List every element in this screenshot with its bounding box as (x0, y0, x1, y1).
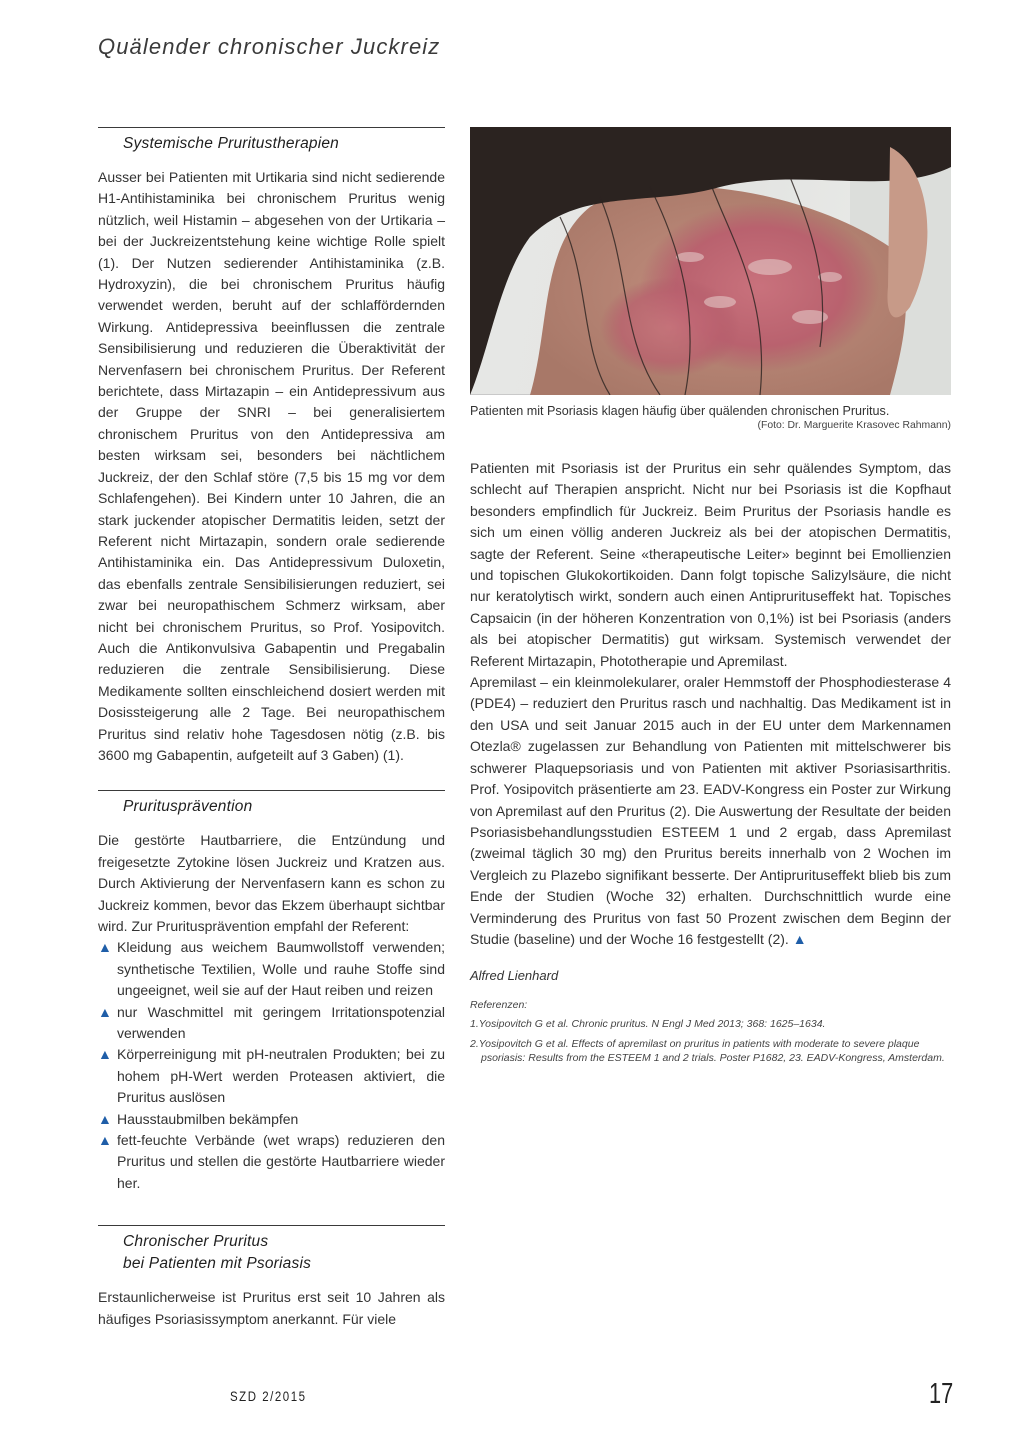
triangle-bullet-icon: ▲ (98, 1046, 112, 1063)
list-item-text: nur Waschmittel mit geringem Irritationspotenzial verwenden (117, 1003, 445, 1042)
right-body (470, 458, 951, 950)
list-item (98, 1109, 445, 1130)
reference-item: 2.Yosipovitch G et al. Effects of apremilast on pruritus in patients with moderate to severe plaque psoriasis: Results from the ESTEEM 1 and 2 trials. Poster P1682, 23. EADV-Kongress, Amsterdam. (470, 1037, 945, 1065)
author-name: Alfred Lienhard (470, 968, 559, 984)
section-heading-rule (98, 127, 445, 155)
section-body: Erstaunlicherweise ist Pruritus erst seit 10 Jahren als häufiges Psoriasissymptom anerkannt. Für viele (98, 1289, 445, 1327)
paragraph-text: Apremilast – ein kleinmolekularer, oraler Hemmstoff der Phosphodiesterase 4 (PDE4) – reduziert den Pruritus rasch und nachhaltig. Das Medikament ist in den USA und seit Januar 2015 auch in der EU unter dem Markennamen Otezla® zugelassen zur Behandlung von Patienten mit mittelschwerer bis schwerer Plaquepsoriasis und von Patienten mit aktiver Psoriasisarthritis. Prof. Yosipovitch präsentierte am 23. EADV-Kongress ein Poster zur Wirkung von Apremilast auf den Pruritus (2). Die Auswertung der Resultate der beiden Psoriasisbehandlungsstudien ESTEEM 1 und 2 ergab, dass Apremilast (zweimal täglich 30 mg) den Pruritus bereits innerhalb von 2 Wochen im Vergleich zu Plazebo signifikant besserte. Der Antiprurituseffekt blieb bis zum Ende der Studien (Woche 32) erhalten. Durchschnittlich wurde eine Verminderung des Pruritus von fast 50 Prozent zwischen dem Beginn der Studie (baseline) und der Woche 16 festgestellt (2). (470, 674, 951, 947)
list-item-text: Körperreinigung mit pH-neutralen Produkten; bei zu hohem pH-Wert werden Proteasen aktiviert, die Pruritus auslösen (117, 1046, 445, 1106)
list-item (98, 1002, 445, 1045)
prevention-list (98, 937, 445, 1194)
section-heading: Pruritusprävention (123, 798, 253, 816)
list-item (98, 1044, 445, 1108)
right-column (470, 127, 951, 1071)
paragraph: Patienten mit Psoriasis ist der Pruritus ein sehr quälendes Symptom, das schlecht auf Therapien anspricht. Nicht nur bei Psoriasis ist die Kopfhaut besonders empfindlich für Juckreiz. Beim Pruritus der Psoriasis handle es sich um einen völlig anderen Juckreiz als bei der atopischen Dermatitis, sagte der Referent. Seine «therapeutische Leiter» beginnt bei Emollienzien und topischen Glukokortikoiden. Dann folgt topische Salizylsäure, die nicht nur keratolytisch wirkt, sondern auch einen Antiprurituseffekt hat. Topisches Capsaicin (in der höheren Konzentration von 0,1%) ist bei Psoriasis (anders als bei atopischer Dermatitis) gut wirksam. Systemisch verwendet der Referent Mirtazapin, Phototherapie und Apremilast. (470, 460, 951, 669)
list-item (98, 1130, 445, 1194)
photo-illustration (470, 127, 951, 395)
list-item-text: Kleidung aus weichem Baumwollstoff verwenden; synthetische Textilien, Wolle und rauhe Stoffe sind ungeeignet, weil sie auf der Haut reiben und reizen (117, 939, 445, 999)
paragraph (470, 672, 951, 950)
running-title: Quälender chronischer Juckreiz (98, 34, 441, 59)
section-psoriasis (98, 1225, 445, 1330)
section-heading: Systemische Pruritustherapien (123, 135, 340, 152)
references-list (470, 1017, 951, 1066)
left-column (98, 127, 445, 1330)
section-body: Ausser bei Patienten mit Urtikaria sind nicht sedierende H1-Antihistaminika bei chronischem Pruritus wenig nützlich, weil Histamin – abgesehen von der Urtikaria – bei der Juckreizentstehung keine wichtige Rolle spielt (1). Der Nutzen sedierender Antihistaminika (z.B. Hydroxyzin), die bei chronischem Pruritus häufig verwendet werden, beruht auf der schlaffördernden Wirkung. Antidepressiva beeinflussen die zentrale Sensibilisierung und reduzieren die Überaktivität der Nervenfasern bei chronischem Pruritus. Der Referent berichtete, dass Mirtazapin – ein Antidepressivum aus der Gruppe der SNRI – bei generalisiertem chronischem Pruritus von den Antidepressiva am besten wirksam sei, besonders bei nächtlichem Juckreiz, der den Schlaf störe (7,5 bis 15 mg vor dem Schlafengehen). Bei Kindern unter 10 Jahren, die an stark juckender atopischer Dermatitis leiden, setzt der Referent nicht Mirtazapin, sondern orale sedierende Antihistaminika ein. Das Antidepressivum Duloxetin, das ebenfalls zentrale Sensibilisierungen reduziert, sei zwar bei neuropathischem Schmerz wirksam, aber nicht bei chronischem Pruritus, so Prof. Yosipovitch. Auch die Antikonvulsiva Gabapentin und Pregabalin reduzieren die zentrale Sensibilisierung. Diese Medikamente sollten einschleichend dosiert werden mit Dosissteigerung alle 2 Tage. Bei neuropathischem Pruritus sind relativ hohe Tagesdosen nötig (z.B. bis 3600 mg Gabapentin, aufgeteilt auf 3 Gaben) (1). (98, 169, 445, 763)
end-triangle-icon: ▲ (792, 930, 807, 947)
list-item (98, 937, 445, 1001)
page-number: 17 (929, 1378, 954, 1410)
list-item-text: fett-feuchte Verbände (wet wraps) reduzieren den Pruritus und stellen die gestörte Hautbarriere wieder her. (117, 1132, 445, 1191)
reference-item: 1.Yosipovitch G et al. Chronic pruritus. N Engl J Med 2013; 368: 1625–1634. (470, 1018, 826, 1031)
section-heading-line2: bei Patienten mit Psoriasis (123, 1255, 312, 1273)
triangle-bullet-icon: ▲ (98, 1003, 112, 1020)
section-intro: Die gestörte Hautbarriere, die Entzündung und freigesetzte Zytokine lösen Juckreiz und Kratzen aus. Durch Aktivierung der Nervenfasern kann es schon zu Juckreiz kommen, bevor das Ekzem überhaupt sichtbar wird. Zur Pruritusprävention empfahl der Referent: (98, 832, 445, 934)
triangle-bullet-icon: ▲ (98, 1132, 112, 1149)
section-heading-rule (98, 790, 445, 818)
triangle-bullet-icon: ▲ (98, 1110, 112, 1127)
psoriasis-neck-photo (470, 127, 951, 395)
references-label: Referenzen: (470, 999, 528, 1012)
footer-journal: SZD 2/2015 (230, 1389, 307, 1404)
section-prevention (98, 790, 445, 1194)
list-item-text: Hausstaubmilben bekämpfen (117, 1110, 299, 1127)
triangle-bullet-icon: ▲ (98, 939, 112, 956)
section-heading-line1: Chronischer Pruritus (123, 1233, 269, 1251)
section-heading-rule (98, 1225, 445, 1275)
section-systemic-therapies (98, 127, 445, 766)
photo-credit: (Foto: Dr. Marguerite Krasovec Rahmann) (757, 420, 951, 431)
photo-caption: Patienten mit Psoriasis klagen häufig über quälenden chronischen Pruritus. (470, 404, 890, 418)
